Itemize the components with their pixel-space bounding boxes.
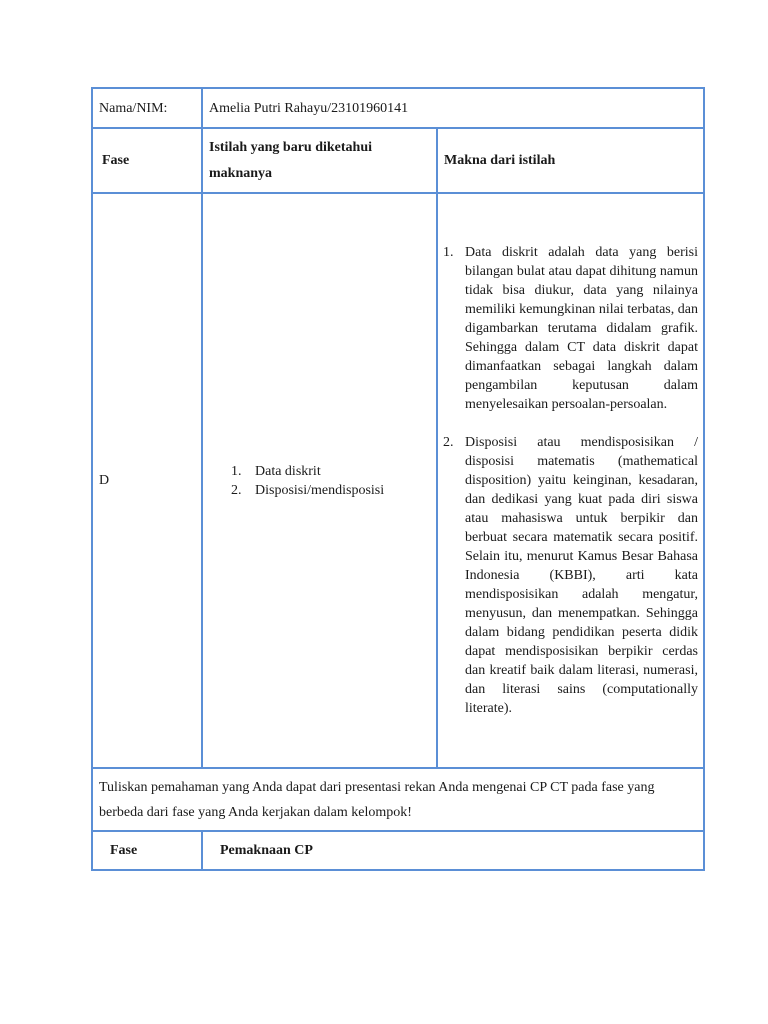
fase-header: Fase (92, 128, 202, 193)
meaning-text: Disposisi atau mendisposisikan / disposisi matematis (mathematical disposition) yaitu keinginan, kesadaran, dan dedikasi yang kuat pada diri siswa atau mahasiswa untuk berpikir dan berbuat secara matematik secara positif. Selain itu, menurut Kamus Besar Bahasa Indonesia (KBBI), arti kata mendisposisikan adalah mengatur, menyusun, dan menempatkan. Sehingga dalam bidang pendidikan peserta didik dapat mendisposisikan berpikir cerdas dan kreatif baik dalam literasi, numerasi, dan literasi sains (computationally literate). (465, 435, 698, 716)
term-text: Disposisi/mendisposisi (255, 482, 385, 498)
term-item: 2. Disposisi/mendisposisi (231, 482, 385, 498)
document-table (91, 87, 705, 871)
column-header-row (92, 128, 704, 193)
footer-header-row (92, 831, 704, 870)
meanings-cell (437, 193, 704, 768)
instruction-row (92, 768, 704, 831)
term-item: 1. Data diskrit (231, 463, 321, 479)
name-value: Amelia Putri Rahayu/23101960141 (202, 88, 704, 128)
term-text: Data diskrit (255, 463, 321, 479)
terms-list (231, 462, 430, 500)
meaning-text: Data diskrit adalah data yang berisi bilangan bulat atau dapat dihitung namun tidak bisa diukur, data yang nilainya memiliki kemungkinan nilai terbatas, dan digambarkan terutama didalam grafik. Sehingga dalam CT data diskrit dapat dimanfaatkan sebagai langkah dalam pengambilan keputusan dalam menyelesaikan persoalan-persoalan. (465, 245, 698, 412)
terms-cell (202, 193, 437, 768)
makna-header: Makna dari istilah (437, 128, 704, 193)
meanings-list (443, 243, 698, 718)
content-row (92, 193, 704, 768)
name-row (92, 88, 704, 128)
name-label: Nama/NIM: (92, 88, 202, 128)
pemaknaan-header: Pemaknaan CP (202, 831, 704, 870)
footer-fase-header: Fase (92, 831, 202, 870)
meaning-item: 1. Data diskrit adalah data yang berisi bilangan bulat atau dapat dihitung namun tidak bisa diukur, data yang nilainya memiliki kemungkinan nilai terbatas, dan digambarkan terutama didalam grafik. Sehingga dalam CT data diskrit dapat dimanfaatkan sebagai langkah dalam pengambilan keputusan dalam menyelesaikan persoalan-persoalan. (443, 245, 698, 412)
meaning-item: 2. Disposisi atau mendisposisikan / disposisi matematis (mathematical disposition) yaitu keinginan, kesadaran, dan dedikasi yang kuat pada diri siswa atau mahasiswa untuk berpikir dan berbuat secara matematik secara positif. Selain itu, menurut Kamus Besar Bahasa Indonesia (KBBI), arti kata mendisposisikan adalah mengatur, menyusun, dan menempatkan. Sehingga dalam bidang pendidikan peserta didik dapat mendisposisikan berpikir cerdas dan kreatif baik dalam literasi, numerasi, dan literasi sains (computationally literate). (443, 435, 698, 716)
instruction-text: Tuliskan pemahaman yang Anda dapat dari presentasi rekan Anda mengenai CP CT pada fase yang berbeda dari fase yang Anda kerjakan dalam kelompok! (92, 768, 704, 831)
fase-value: D (92, 193, 202, 768)
istilah-header: Istilah yang baru diketahui maknanya (202, 128, 437, 193)
